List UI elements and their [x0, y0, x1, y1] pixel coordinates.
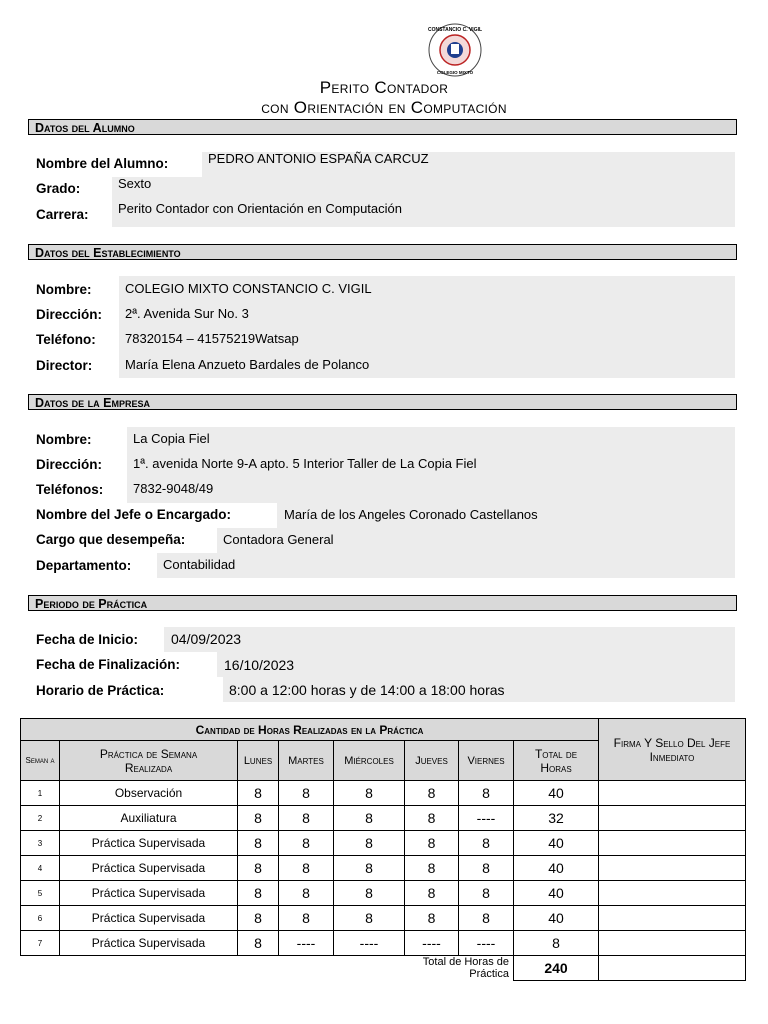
cell-firma — [599, 881, 746, 906]
fin-label: Fecha de Finalización: — [36, 657, 181, 672]
title-line2: con Orientación en Computación — [261, 98, 507, 117]
emp-telefonos-value: 7832-9048/49 — [133, 481, 214, 496]
total-firma-cell — [599, 956, 746, 981]
cell-semana: 7 — [21, 931, 60, 956]
cell-jueves: 8 — [405, 806, 459, 831]
emp-nombre-label: Nombre: — [36, 432, 92, 447]
cell-lunes: 8 — [238, 781, 279, 806]
cell-viernes: 8 — [459, 831, 514, 856]
cell-martes: ---- — [279, 931, 334, 956]
table-row — [21, 831, 746, 856]
cell-semana: 1 — [21, 781, 60, 806]
table-row — [21, 781, 746, 806]
col-lunes: Lunes — [238, 741, 279, 781]
title-line1: Perito Contador — [319, 78, 449, 97]
cell-lunes: 8 — [238, 806, 279, 831]
cell-jueves: ---- — [405, 931, 459, 956]
cell-firma — [599, 806, 746, 831]
svg-text:COLEGIO MIXTO: COLEGIO MIXTO — [436, 70, 474, 75]
cell-jueves: 8 — [405, 781, 459, 806]
cell-jueves: 8 — [405, 906, 459, 931]
col-jueves: Jueves — [405, 741, 459, 781]
svg-text:CONSTANCIO C. VIGIL: CONSTANCIO C. VIGIL — [427, 27, 483, 33]
table-row — [21, 906, 746, 931]
cell-total: 40 — [514, 856, 599, 881]
nombre-alumno-value: PEDRO ANTONIO ESPAÑA CARCUZ — [208, 151, 429, 166]
cell-miercoles: 8 — [334, 906, 405, 931]
cell-jueves: 8 — [405, 881, 459, 906]
emp-depto-label: Departamento: — [36, 558, 132, 573]
cell-total: 8 — [514, 931, 599, 956]
emp-nombre-value: La Copia Fiel — [133, 431, 210, 446]
cell-miercoles: 8 — [334, 806, 405, 831]
est-telefono-label: Teléfono: — [36, 332, 96, 347]
cell-miercoles: 8 — [334, 781, 405, 806]
emp-depto-value: Contabilidad — [163, 557, 236, 572]
cell-martes: 8 — [279, 906, 334, 931]
cell-viernes: ---- — [459, 806, 514, 831]
emp-cargo-label: Cargo que desempeña: — [36, 532, 186, 547]
nombre-alumno-label: Nombre del Alumno: — [36, 156, 169, 171]
cell-martes: 8 — [279, 781, 334, 806]
cell-semana: 6 — [21, 906, 60, 931]
cell-firma — [599, 906, 746, 931]
cell-semana: 2 — [21, 806, 60, 831]
cell-jueves: 8 — [405, 856, 459, 881]
horario-label: Horario de Práctica: — [36, 683, 165, 698]
cell-martes: 8 — [279, 881, 334, 906]
est-telefono-value: 78320154 – 41575219Watsap — [125, 331, 299, 346]
fin-value: 16/10/2023 — [224, 657, 295, 673]
grado-label: Grado: — [36, 181, 81, 196]
cell-firma — [599, 831, 746, 856]
cell-martes: 8 — [279, 806, 334, 831]
table-row — [21, 931, 746, 956]
emp-jefe-label: Nombre del Jefe o Encargado: — [36, 507, 232, 522]
col-total: Total de Horas — [514, 741, 599, 781]
cell-practica: Práctica Supervisada — [60, 856, 238, 881]
cell-miercoles: 8 — [334, 881, 405, 906]
total-value: 240 — [514, 956, 599, 981]
table-row — [21, 881, 746, 906]
carrera-value: Perito Contador con Orientación en Computación — [118, 201, 402, 216]
hours-table — [20, 718, 746, 981]
col-martes: Martes — [279, 741, 334, 781]
section-empresa: Datos de la Empresa — [28, 394, 737, 410]
cell-miercoles: ---- — [334, 931, 405, 956]
cell-lunes: 8 — [238, 856, 279, 881]
cell-practica: Observación — [60, 781, 238, 806]
emp-jefe-value: María de los Angeles Coronado Castellanos — [284, 507, 538, 522]
section-periodo: Periodo de Práctica — [28, 595, 737, 611]
emp-cargo-value: Contadora General — [223, 532, 334, 547]
table-title: Cantidad de Horas Realizadas en la Práctica — [21, 719, 599, 741]
cell-lunes: 8 — [238, 881, 279, 906]
cell-martes: 8 — [279, 831, 334, 856]
total-label: Total de Horas de Práctica — [422, 956, 509, 981]
table-row — [21, 806, 746, 831]
cell-martes: 8 — [279, 856, 334, 881]
cell-lunes: 8 — [238, 931, 279, 956]
cell-semana: 4 — [21, 856, 60, 881]
cell-miercoles: 8 — [334, 831, 405, 856]
cell-jueves: 8 — [405, 831, 459, 856]
col-semana: Seman a — [21, 741, 60, 781]
cell-practica: Auxiliatura — [60, 806, 238, 831]
est-nombre-label: Nombre: — [36, 282, 92, 297]
cell-miercoles: 8 — [334, 856, 405, 881]
cell-total: 40 — [514, 881, 599, 906]
school-logo — [420, 22, 490, 78]
cell-firma — [599, 781, 746, 806]
emp-direccion-value: 1ª. avenida Norte 9-A apto. 5 Interior Taller de La Copia Fiel — [133, 456, 477, 471]
emp-telefonos-label: Teléfonos: — [36, 482, 104, 497]
cell-firma — [599, 856, 746, 881]
cell-practica: Práctica Supervisada — [60, 906, 238, 931]
grado-value: Sexto — [118, 176, 152, 191]
cell-lunes: 8 — [238, 906, 279, 931]
cell-total: 40 — [514, 781, 599, 806]
cell-practica: Práctica Supervisada — [60, 831, 238, 856]
section-establecimiento: Datos del Establecimiento — [28, 244, 737, 260]
cell-lunes: 8 — [238, 831, 279, 856]
firma-header: Firma Y Sello Del Jefe Inmediato — [599, 719, 746, 781]
cell-semana: 3 — [21, 831, 60, 856]
table-row — [21, 856, 746, 881]
cell-viernes: ---- — [459, 931, 514, 956]
cell-total: 32 — [514, 806, 599, 831]
est-direccion-label: Dirección: — [36, 307, 103, 322]
est-director-label: Director: — [36, 358, 93, 373]
cell-semana: 5 — [21, 881, 60, 906]
inicio-label: Fecha de Inicio: — [36, 632, 139, 647]
cell-practica: Práctica Supervisada — [60, 931, 238, 956]
carrera-label: Carrera: — [36, 207, 89, 222]
cell-viernes: 8 — [459, 906, 514, 931]
est-nombre-value: COLEGIO MIXTO CONSTANCIO C. VIGIL — [125, 281, 372, 296]
col-practica: Práctica de Semana Realizada — [60, 741, 238, 781]
horario-value: 8:00 a 12:00 horas y de 14:00 a 18:00 horas — [229, 682, 505, 698]
cell-viernes: 8 — [459, 856, 514, 881]
est-director-value: María Elena Anzueto Bardales de Polanco — [125, 357, 370, 372]
cell-practica: Práctica Supervisada — [60, 881, 238, 906]
est-direccion-value: 2ª. Avenida Sur No. 3 — [125, 306, 249, 321]
col-miercoles: Miércoles — [334, 741, 405, 781]
inicio-value: 04/09/2023 — [171, 631, 242, 647]
col-viernes: Viernes — [459, 741, 514, 781]
cell-firma — [599, 931, 746, 956]
cell-total: 40 — [514, 831, 599, 856]
cell-viernes: 8 — [459, 781, 514, 806]
emp-direccion-label: Dirección: — [36, 457, 103, 472]
cell-viernes: 8 — [459, 881, 514, 906]
section-alumno: Datos del Alumno — [28, 119, 737, 135]
cell-total: 40 — [514, 906, 599, 931]
